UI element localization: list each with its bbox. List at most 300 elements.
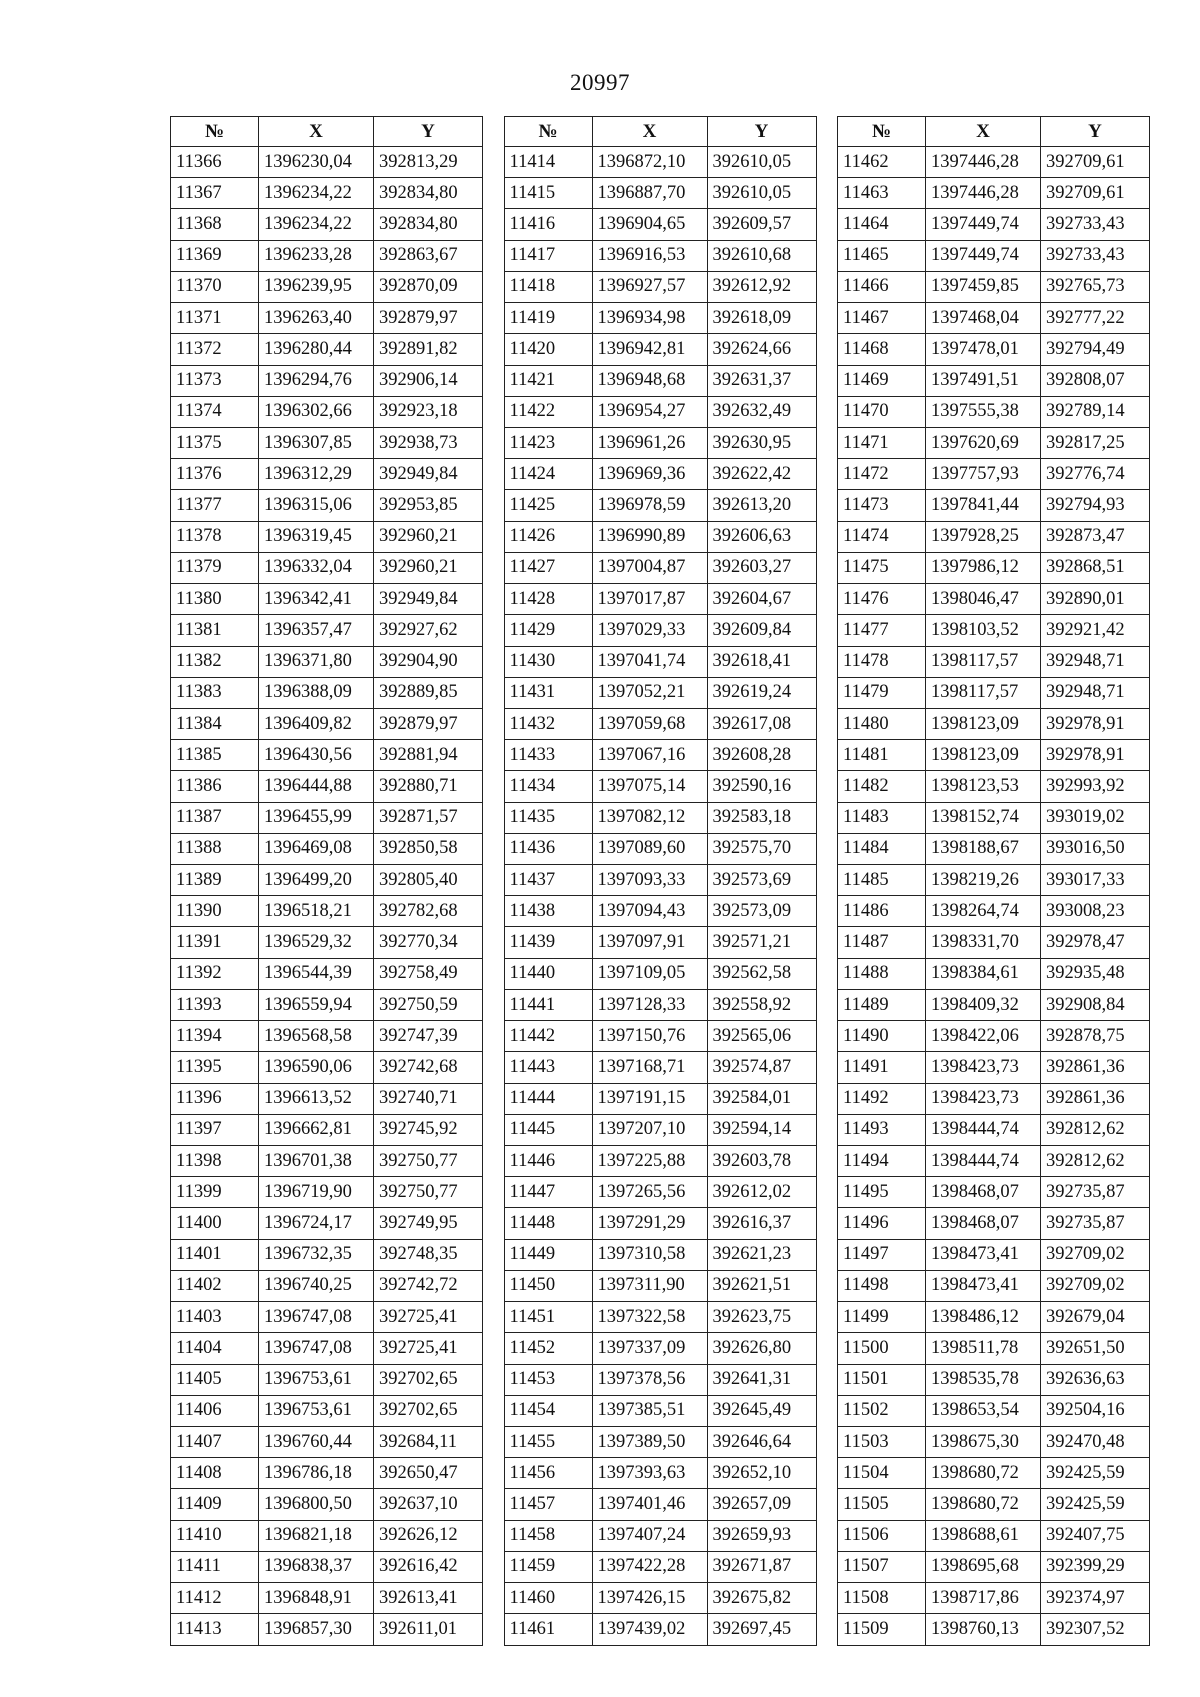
cell-y: 392889,85: [374, 677, 483, 708]
cell-x: 1397082,12: [592, 802, 707, 833]
cell-number: 11403: [171, 1302, 259, 1333]
cell-number: 11469: [838, 365, 926, 396]
cell-number: 11417: [504, 240, 592, 271]
cell-x: 1397052,21: [592, 677, 707, 708]
cell-number: 11487: [838, 927, 926, 958]
cell-number: 11421: [504, 365, 592, 396]
cell-y: 393016,50: [1041, 833, 1150, 864]
table-row: [171, 552, 483, 583]
cell-y: 392679,04: [1041, 1302, 1150, 1333]
cell-y: 392906,14: [374, 365, 483, 396]
table-row: [504, 896, 816, 927]
cell-number: 11472: [838, 459, 926, 490]
table-row: [504, 771, 816, 802]
cell-number: 11449: [504, 1239, 592, 1270]
cell-y: 392571,21: [707, 927, 816, 958]
cell-y: 392612,02: [707, 1177, 816, 1208]
table-row: [504, 677, 816, 708]
table-row: [171, 1395, 483, 1426]
cell-number: 11372: [171, 334, 259, 365]
table-row: [504, 1458, 816, 1489]
cell-x: 1397150,76: [592, 1021, 707, 1052]
cell-x: 1396234,22: [259, 178, 374, 209]
cell-x: 1396732,35: [259, 1239, 374, 1270]
page-number: 20997: [570, 70, 630, 95]
cell-number: 11466: [838, 271, 926, 302]
header-x: X: [592, 117, 707, 147]
cell-number: 11439: [504, 927, 592, 958]
table-row: [171, 1489, 483, 1520]
cell-number: 11367: [171, 178, 259, 209]
cell-number: 11505: [838, 1489, 926, 1520]
table-row: [171, 1083, 483, 1114]
cell-y: 392574,87: [707, 1052, 816, 1083]
cell-x: 1398468,07: [926, 1208, 1041, 1239]
cell-x: 1398123,09: [926, 740, 1041, 771]
cell-x: 1397097,91: [592, 927, 707, 958]
cell-y: 392904,90: [374, 646, 483, 677]
cell-x: 1396499,20: [259, 865, 374, 896]
cell-x: 1397094,43: [592, 896, 707, 927]
cell-number: 11445: [504, 1114, 592, 1145]
cell-number: 11368: [171, 209, 259, 240]
cell-x: 1398264,74: [926, 896, 1041, 927]
cell-number: 11430: [504, 646, 592, 677]
cell-x: 1396302,66: [259, 396, 374, 427]
cell-y: 392750,59: [374, 989, 483, 1020]
coordinate-table-3: [837, 116, 1150, 1646]
cell-y: 392374,97: [1041, 1583, 1150, 1614]
table-row: [838, 521, 1150, 552]
coordinate-table-2: [504, 116, 817, 1646]
cell-y: 392960,21: [374, 552, 483, 583]
cell-number: 11458: [504, 1520, 592, 1551]
cell-x: 1396821,18: [259, 1520, 374, 1551]
cell-y: 392817,25: [1041, 427, 1150, 458]
cell-y: 392623,75: [707, 1302, 816, 1333]
cell-x: 1398473,41: [926, 1270, 1041, 1301]
cell-y: 392878,75: [1041, 1021, 1150, 1052]
cell-number: 11474: [838, 521, 926, 552]
table-row: [504, 365, 816, 396]
cell-number: 11412: [171, 1583, 259, 1614]
cell-y: 392879,97: [374, 303, 483, 334]
table-row: [504, 802, 816, 833]
cell-number: 11428: [504, 584, 592, 615]
table-row: [504, 334, 816, 365]
cell-y: 392609,57: [707, 209, 816, 240]
cell-x: 1396319,45: [259, 521, 374, 552]
table-row: [171, 1458, 483, 1489]
cell-x: 1398117,57: [926, 677, 1041, 708]
table-row: [838, 1083, 1150, 1114]
cell-y: 392805,40: [374, 865, 483, 896]
cell-number: 11490: [838, 1021, 926, 1052]
cell-x: 1396342,41: [259, 584, 374, 615]
table-row: [838, 677, 1150, 708]
table-header-row: [838, 117, 1150, 147]
cell-number: 11451: [504, 1302, 592, 1333]
cell-number: 11392: [171, 958, 259, 989]
cell-y: 392609,84: [707, 615, 816, 646]
table-row: [504, 833, 816, 864]
table-row: [504, 1583, 816, 1614]
cell-x: 1398103,52: [926, 615, 1041, 646]
table-row: [171, 1239, 483, 1270]
cell-y: 392794,49: [1041, 334, 1150, 365]
cell-number: 11478: [838, 646, 926, 677]
cell-x: 1397459,85: [926, 271, 1041, 302]
table-row: [504, 1177, 816, 1208]
cell-y: 392616,37: [707, 1208, 816, 1239]
header-number: №: [838, 117, 926, 147]
header-y: Y: [1041, 117, 1150, 147]
cell-y: 392671,87: [707, 1551, 816, 1582]
table-row: [504, 1083, 816, 1114]
cell-number: 11387: [171, 802, 259, 833]
cell-y: 392709,02: [1041, 1239, 1150, 1270]
cell-x: 1397168,71: [592, 1052, 707, 1083]
cell-number: 11370: [171, 271, 259, 302]
cell-x: 1396978,59: [592, 490, 707, 521]
cell-x: 1396753,61: [259, 1395, 374, 1426]
table-row: [838, 365, 1150, 396]
table-row: [504, 740, 816, 771]
cell-x: 1398123,53: [926, 771, 1041, 802]
header-x: X: [259, 117, 374, 147]
cell-x: 1396315,06: [259, 490, 374, 521]
cell-number: 11454: [504, 1395, 592, 1426]
table-row: [171, 896, 483, 927]
table-row: [171, 240, 483, 271]
table-row: [838, 1520, 1150, 1551]
cell-number: 11461: [504, 1614, 592, 1646]
cell-x: 1398680,72: [926, 1489, 1041, 1520]
table-row: [504, 1302, 816, 1333]
cell-y: 392750,77: [374, 1177, 483, 1208]
cell-x: 1396430,56: [259, 740, 374, 771]
cell-x: 1396518,21: [259, 896, 374, 927]
cell-y: 392725,41: [374, 1302, 483, 1333]
cell-x: 1396568,58: [259, 1021, 374, 1052]
table-row: [171, 1270, 483, 1301]
cell-x: 1396927,57: [592, 271, 707, 302]
cell-x: 1396559,94: [259, 989, 374, 1020]
cell-y: 392684,11: [374, 1426, 483, 1457]
table-row: [838, 646, 1150, 677]
table-row: [171, 396, 483, 427]
cell-number: 11400: [171, 1208, 259, 1239]
cell-y: 392863,67: [374, 240, 483, 271]
cell-y: 392618,09: [707, 303, 816, 334]
cell-x: 1396969,36: [592, 459, 707, 490]
table-row: [838, 1551, 1150, 1582]
table-row: [838, 240, 1150, 271]
cell-x: 1396942,81: [592, 334, 707, 365]
table-row: [171, 1583, 483, 1614]
cell-x: 1397265,56: [592, 1177, 707, 1208]
table-row: [838, 396, 1150, 427]
cell-y: 392978,91: [1041, 708, 1150, 739]
cell-number: 11376: [171, 459, 259, 490]
table-row: [171, 584, 483, 615]
cell-y: 392871,57: [374, 802, 483, 833]
table-row: [838, 1489, 1150, 1520]
cell-number: 11390: [171, 896, 259, 927]
cell-x: 1397041,74: [592, 646, 707, 677]
cell-x: 1396662,81: [259, 1114, 374, 1145]
cell-number: 11475: [838, 552, 926, 583]
table-row: [171, 927, 483, 958]
cell-y: 392610,05: [707, 178, 816, 209]
cell-x: 1397426,15: [592, 1583, 707, 1614]
cell-y: 392622,42: [707, 459, 816, 490]
cell-number: 11399: [171, 1177, 259, 1208]
cell-number: 11477: [838, 615, 926, 646]
table-row: [171, 865, 483, 896]
cell-x: 1397378,56: [592, 1364, 707, 1395]
cell-x: 1396740,25: [259, 1270, 374, 1301]
table-row: [171, 1146, 483, 1177]
cell-number: 11395: [171, 1052, 259, 1083]
cell-number: 11498: [838, 1270, 926, 1301]
cell-number: 11495: [838, 1177, 926, 1208]
cell-x: 1396233,28: [259, 240, 374, 271]
cell-y: 392948,71: [1041, 677, 1150, 708]
cell-y: 392749,95: [374, 1208, 483, 1239]
cell-x: 1398535,78: [926, 1364, 1041, 1395]
table-row: [504, 1114, 816, 1145]
cell-number: 11480: [838, 708, 926, 739]
cell-x: 1397093,33: [592, 865, 707, 896]
table-row: [171, 1208, 483, 1239]
table-row: [171, 958, 483, 989]
table-row: [171, 427, 483, 458]
cell-x: 1397191,15: [592, 1083, 707, 1114]
cell-x: 1398444,74: [926, 1114, 1041, 1145]
cell-y: 392834,80: [374, 178, 483, 209]
table-row: [838, 1333, 1150, 1364]
cell-x: 1397004,87: [592, 552, 707, 583]
table-row: [504, 865, 816, 896]
table-row: [171, 677, 483, 708]
cell-number: 11497: [838, 1239, 926, 1270]
cell-x: 1397401,46: [592, 1489, 707, 1520]
cell-number: 11450: [504, 1270, 592, 1301]
table-row: [504, 1052, 816, 1083]
table-row: [171, 989, 483, 1020]
cell-y: 392808,07: [1041, 365, 1150, 396]
table-row: [504, 303, 816, 334]
cell-y: 392747,39: [374, 1021, 483, 1052]
cell-y: 392879,97: [374, 708, 483, 739]
header-number: №: [171, 117, 259, 147]
cell-x: 1398409,32: [926, 989, 1041, 1020]
cell-number: 11506: [838, 1520, 926, 1551]
cell-x: 1397555,38: [926, 396, 1041, 427]
cell-y: 392565,06: [707, 1021, 816, 1052]
cell-y: 392702,65: [374, 1364, 483, 1395]
table-row: [171, 771, 483, 802]
cell-y: 392307,52: [1041, 1614, 1150, 1646]
cell-x: 1397128,33: [592, 989, 707, 1020]
cell-x: 1396701,38: [259, 1146, 374, 1177]
cell-y: 392621,23: [707, 1239, 816, 1270]
cell-y: 392616,42: [374, 1551, 483, 1582]
cell-y: 392850,58: [374, 833, 483, 864]
table-row: [504, 1021, 816, 1052]
cell-number: 11415: [504, 178, 592, 209]
cell-x: 1397478,01: [926, 334, 1041, 365]
table-row: [504, 1426, 816, 1457]
cell-number: 11408: [171, 1458, 259, 1489]
cell-y: 392960,21: [374, 521, 483, 552]
cell-y: 392745,92: [374, 1114, 483, 1145]
cell-x: 1398152,74: [926, 802, 1041, 833]
cell-x: 1396444,88: [259, 771, 374, 802]
table-row: [838, 1208, 1150, 1239]
table-row: [504, 1520, 816, 1551]
cell-y: 392891,82: [374, 334, 483, 365]
table-row: [838, 1146, 1150, 1177]
cell-number: 11503: [838, 1426, 926, 1457]
cell-y: 392765,73: [1041, 271, 1150, 302]
header-y: Y: [707, 117, 816, 147]
cell-y: 392624,66: [707, 334, 816, 365]
cell-x: 1397422,28: [592, 1551, 707, 1582]
cell-x: 1397407,24: [592, 1520, 707, 1551]
cell-x: 1396786,18: [259, 1458, 374, 1489]
cell-x: 1397620,69: [926, 427, 1041, 458]
cell-x: 1398422,06: [926, 1021, 1041, 1052]
cell-x: 1397067,16: [592, 740, 707, 771]
cell-x: 1396848,91: [259, 1583, 374, 1614]
table-row: [171, 1520, 483, 1551]
table-row: [504, 552, 816, 583]
cell-y: 392978,47: [1041, 927, 1150, 958]
cell-x: 1398423,73: [926, 1083, 1041, 1114]
cell-x: 1396239,95: [259, 271, 374, 302]
cell-number: 11482: [838, 771, 926, 802]
table-row: [171, 1333, 483, 1364]
cell-x: 1397393,63: [592, 1458, 707, 1489]
table-row: [171, 833, 483, 864]
cell-number: 11491: [838, 1052, 926, 1083]
table-row: [504, 209, 816, 240]
table-row: [171, 1302, 483, 1333]
cell-number: 11381: [171, 615, 259, 646]
table-row: [504, 178, 816, 209]
cell-x: 1397337,09: [592, 1333, 707, 1364]
table-row: [171, 1021, 483, 1052]
cell-y: 392611,01: [374, 1614, 483, 1646]
cell-number: 11375: [171, 427, 259, 458]
table-row: [504, 584, 816, 615]
cell-number: 11489: [838, 989, 926, 1020]
table-row: [838, 1364, 1150, 1395]
table-row: [838, 958, 1150, 989]
table-row: [171, 521, 483, 552]
cell-x: 1398117,57: [926, 646, 1041, 677]
table-row: [838, 833, 1150, 864]
cell-y: 392584,01: [707, 1083, 816, 1114]
cell-number: 11432: [504, 708, 592, 739]
cell-x: 1398653,54: [926, 1395, 1041, 1426]
table-row: [171, 1177, 483, 1208]
cell-y: 392742,72: [374, 1270, 483, 1301]
table-row: [171, 271, 483, 302]
cell-number: 11442: [504, 1021, 592, 1052]
cell-x: 1397029,33: [592, 615, 707, 646]
cell-number: 11501: [838, 1364, 926, 1395]
table-row: [838, 1177, 1150, 1208]
cell-number: 11441: [504, 989, 592, 1020]
table-row: [504, 490, 816, 521]
cell-number: 11504: [838, 1458, 926, 1489]
cell-number: 11453: [504, 1364, 592, 1395]
cell-y: 392948,71: [1041, 646, 1150, 677]
cell-number: 11471: [838, 427, 926, 458]
table-row: [171, 178, 483, 209]
cell-number: 11369: [171, 240, 259, 271]
cell-x: 1397491,51: [926, 365, 1041, 396]
cell-y: 392608,28: [707, 740, 816, 771]
cell-y: 393019,02: [1041, 802, 1150, 833]
cell-number: 11425: [504, 490, 592, 521]
cell-x: 1397385,51: [592, 1395, 707, 1426]
cell-y: 392776,74: [1041, 459, 1150, 490]
table-row: [171, 459, 483, 490]
cell-number: 11492: [838, 1083, 926, 1114]
cell-x: 1397207,10: [592, 1114, 707, 1145]
cell-x: 1396800,50: [259, 1489, 374, 1520]
cell-y: 392725,41: [374, 1333, 483, 1364]
cell-y: 392603,78: [707, 1146, 816, 1177]
cell-number: 11433: [504, 740, 592, 771]
table-row: [504, 1395, 816, 1426]
cell-x: 1396230,04: [259, 147, 374, 178]
cell-number: 11488: [838, 958, 926, 989]
cell-number: 11473: [838, 490, 926, 521]
cell-y: 392657,09: [707, 1489, 816, 1520]
table-row: [171, 802, 483, 833]
cell-x: 1397757,93: [926, 459, 1041, 490]
cell-x: 1398423,73: [926, 1052, 1041, 1083]
cell-x: 1397017,87: [592, 584, 707, 615]
cell-number: 11429: [504, 615, 592, 646]
cell-x: 1398473,41: [926, 1239, 1041, 1270]
table-row: [504, 615, 816, 646]
cell-x: 1397291,29: [592, 1208, 707, 1239]
cell-number: 11420: [504, 334, 592, 365]
cell-number: 11405: [171, 1364, 259, 1395]
cell-number: 11396: [171, 1083, 259, 1114]
cell-y: 392935,48: [1041, 958, 1150, 989]
cell-x: 1397311,90: [592, 1270, 707, 1301]
cell-number: 11374: [171, 396, 259, 427]
table-row: [838, 740, 1150, 771]
cell-number: 11398: [171, 1146, 259, 1177]
cell-y: 392740,71: [374, 1083, 483, 1114]
cell-number: 11507: [838, 1551, 926, 1582]
table-row: [171, 1551, 483, 1582]
cell-y: 392861,36: [1041, 1052, 1150, 1083]
cell-number: 11485: [838, 865, 926, 896]
cell-number: 11386: [171, 771, 259, 802]
cell-y: 392626,80: [707, 1333, 816, 1364]
cell-x: 1396719,90: [259, 1177, 374, 1208]
cell-number: 11447: [504, 1177, 592, 1208]
